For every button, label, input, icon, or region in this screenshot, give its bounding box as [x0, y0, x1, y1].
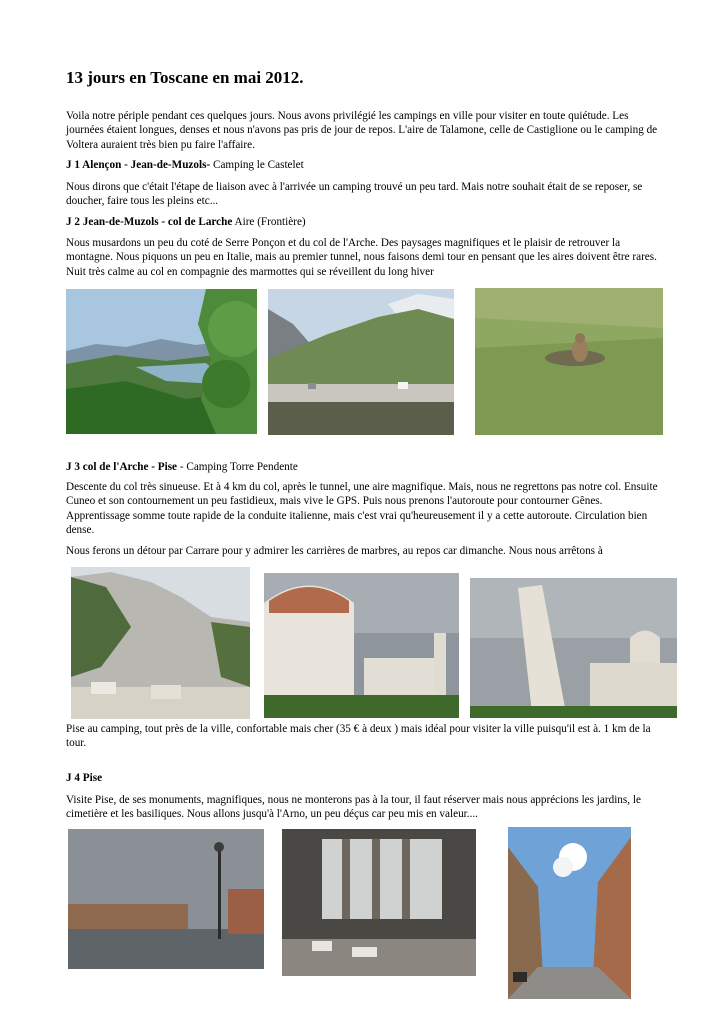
intro-paragraph: Voila notre périple pendant ces quelques jours. Nous avons privilégié les campings en ville pour visiter en toute quiétude. Les journées étaient longues, denses et nous n'avons pas pris de jour de repos. L'aire de Talamone, celle de Castiglione ou le camping de Voltera auraient très bien pu faire l'affaire. [66, 110, 658, 151]
photo-camposanto-cloister [282, 829, 476, 976]
photo-col-de-larche-road [268, 289, 454, 435]
photo-carrara-quarry [71, 567, 250, 719]
day-4-paragraph: Visite Pise, de ses monuments, magnifiques, nous ne monterons pas à la tour, il faut réserver mais nous apprécions les jardins, le cimetière et les basiliques. Nous allons jusqu'à l'Arno, un peu déçus car peu mis en valeur.... [66, 794, 641, 821]
day-3-paragraph-3: Pise au camping, tout près de la ville, confortable mais cher (35 € à deux ) mais idéal pour visiter la ville puisqu'il est à. 1 km de la tour. [66, 723, 651, 750]
day-2-paragraph: Nous musardons un peu du coté de Serre Ponçon et du col de l'Arche. Des paysages magnifiques et le plaisir de retrouver la montagne. Nous piquons un peu en Italie, mais au premier tunnel, nous faisons demi tour en pensant que les aires doivent être rares. Nuit très calme au col en compagnie des marmottes qui se réveillent du long hiver [66, 237, 657, 278]
day-3-heading: J 3 col de l'Arche - Pise - Camping Torre Pendente [66, 461, 298, 473]
day-3-paragraph-2: Nous ferons un détour par Carrare pour y admirer les carrières de marbres, au repos car dimanche. Nous nous arrêtons à [66, 545, 603, 557]
day-4-heading: J 4 Pise [66, 772, 103, 784]
day-2-heading: J 2 Jean-de-Muzols - col de Larche Aire (Frontière) [66, 216, 306, 228]
photo-arno-riverside [68, 829, 264, 969]
day-1-heading: J 1 Alençon - Jean-de-Muzols- Camping le Castelet [66, 159, 304, 171]
photo-marmot-meadow [475, 288, 663, 435]
photo-leaning-tower-pisa [470, 578, 677, 718]
photo-serre-poncon-lake [66, 289, 257, 434]
photo-pisa-street [508, 827, 631, 999]
day-3-paragraph-1: Descente du col très sinueuse. Et à 4 km du col, après le tunnel, une aire magnifique. Mais, nous ne regrettons pas notre col. Ensuite Cuneo et son contournement un peu fastidieux, mais vive le GPS. Puis nous prenons l'autoroute pour contourner Gênes. Apprentissage somme toute rapide de la conduite italienne, mais c'est vrai qu'heureusement il y a cette autoroute. Circulation bien dense. [66, 481, 658, 537]
photo-pisa-baptistery [264, 573, 459, 718]
day-1-paragraph: Nous dirons que c'était l'étape de liaison avec à l'arrivée un camping trouvé un peu tard. Mais notre souhait était de se reposer, se doucher, faire tous les pleins etc... [66, 181, 643, 208]
page-title: 13 jours en Toscane en mai 2012. [66, 68, 304, 87]
